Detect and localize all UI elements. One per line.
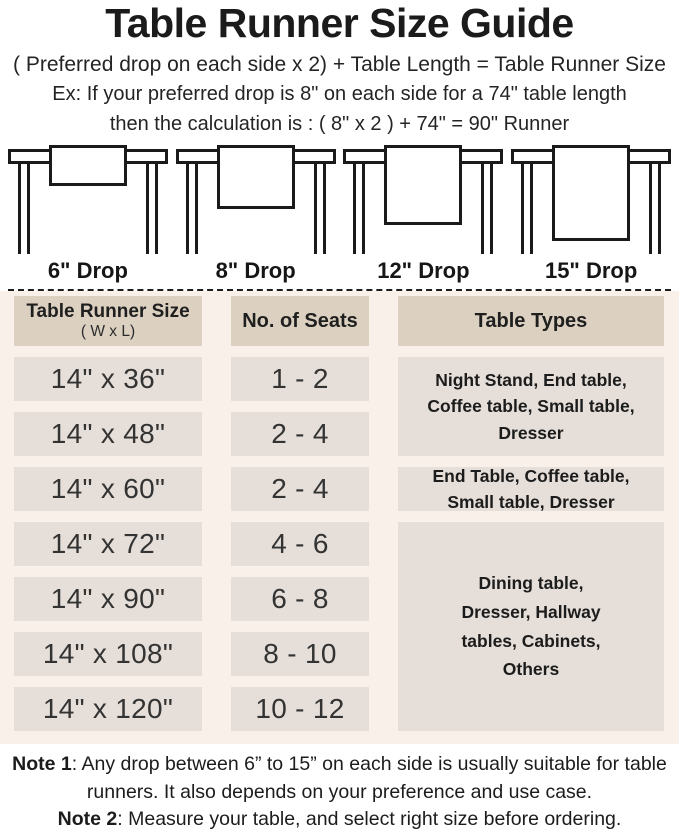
types-cell-end-tables: End Table, Coffee table, Small table, Dresser	[398, 467, 664, 511]
size-table-section	[0, 291, 679, 744]
seats-cell-3: 2 - 4	[231, 467, 369, 511]
seats-cell-7: 10 - 12	[231, 687, 369, 731]
table-with-runner-icon	[508, 144, 674, 254]
note-1-text: : Any drop between 6” to 15” on each side is usually suitable for table runners. It also depends on your preference and use case.	[71, 753, 667, 803]
size-cell-108: 14" x 108"	[14, 632, 202, 676]
table-with-runner-icon	[5, 144, 171, 254]
header-runner-size-title: Table Runner Size	[26, 301, 190, 323]
table-with-runner-icon	[173, 144, 339, 254]
illustration-6in-drop	[4, 144, 172, 254]
illustration-15in-drop	[507, 144, 675, 254]
drop-labels-row	[0, 255, 679, 286]
header-runner-size-sub: ( W x L)	[80, 323, 136, 341]
page-title: Table Runner Size Guide	[105, 0, 574, 46]
formula-text: ( Preferred drop on each side x 2) + Table Length = Table Runner Size	[13, 52, 666, 76]
header-table-types: Table Types	[398, 296, 664, 346]
example-line-1: Ex: If your preferred drop is 8" on each side for a 74" table length	[52, 83, 627, 106]
seats-cell-6: 8 - 10	[231, 632, 369, 676]
seats-cell-2: 2 - 4	[231, 412, 369, 456]
drop-illustrations	[0, 144, 679, 255]
header-section	[0, 0, 679, 137]
drop-label-8: 8" Drop	[215, 257, 296, 283]
size-cell-72: 14" x 72"	[14, 522, 202, 566]
note-1	[7, 751, 673, 806]
note-1-label: Note 1	[12, 753, 72, 776]
note-2-text: : Measure your table, and select right size before ordering.	[117, 808, 622, 831]
note-2-label: Note 2	[57, 808, 118, 831]
seats-cell-1: 1 - 2	[231, 357, 369, 401]
illustration-12in-drop	[340, 144, 508, 254]
size-table	[14, 296, 665, 731]
example-line-2: then the calculation is : ( 8" x 2 ) + 74" = 90" Runner	[109, 113, 570, 136]
types-cell-dining-tables: Dining table, Dresser, Hallway tables, Cabinets, Others	[398, 522, 664, 731]
size-cell-48: 14" x 48"	[14, 412, 202, 456]
header-no-of-seats: No. of Seats	[231, 296, 369, 346]
types-cell-small-tables: Night Stand, End table, Coffee table, Small table, Dresser	[398, 357, 664, 456]
size-cell-36: 14" x 36"	[14, 357, 202, 401]
note-2	[0, 806, 679, 834]
notes-section	[0, 744, 679, 834]
drop-label-12: 12" Drop	[377, 257, 470, 283]
size-cell-90: 14" x 90"	[14, 577, 202, 621]
table-with-runner-icon	[340, 144, 506, 254]
seats-cell-5: 6 - 8	[231, 577, 369, 621]
seats-cell-4: 4 - 6	[231, 522, 369, 566]
size-cell-120: 14" x 120"	[14, 687, 202, 731]
illustration-8in-drop	[172, 144, 340, 254]
size-cell-60: 14" x 60"	[14, 467, 202, 511]
drop-label-6: 6" Drop	[47, 257, 128, 283]
drop-label-15: 15" Drop	[544, 257, 638, 283]
header-runner-size	[14, 296, 202, 346]
